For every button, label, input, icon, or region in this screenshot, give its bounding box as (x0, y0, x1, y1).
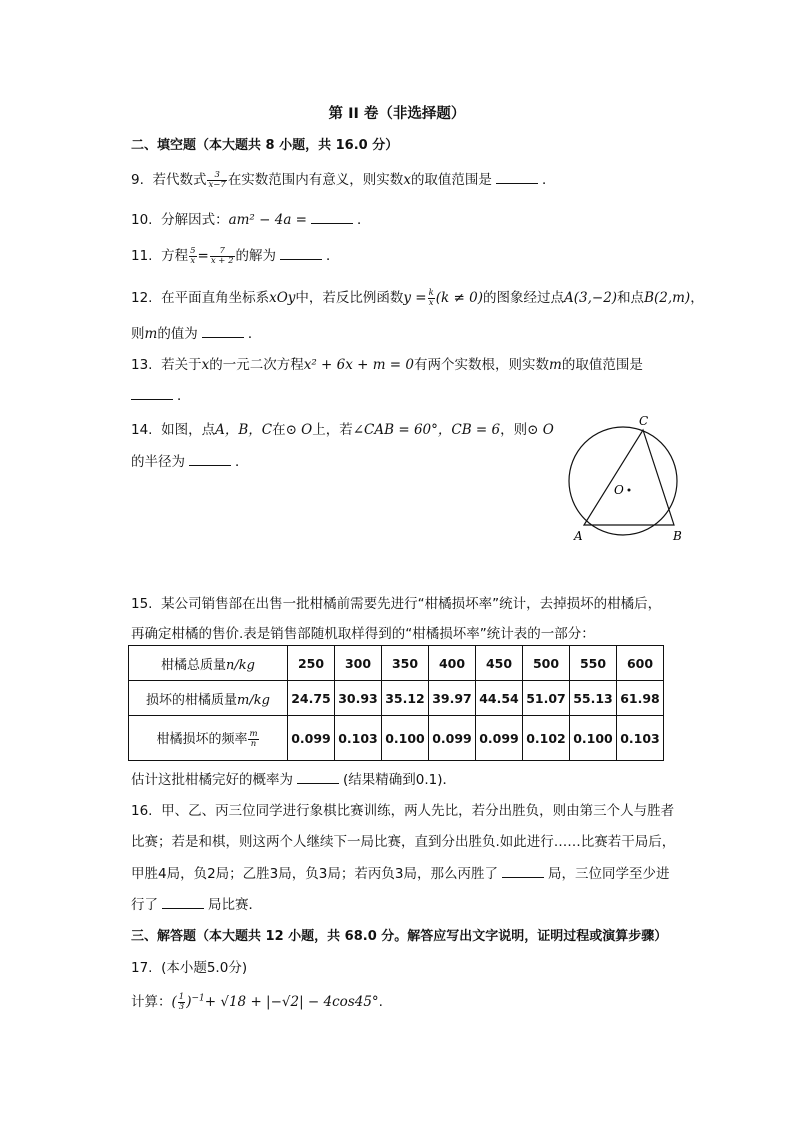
question-12-line2 (131, 322, 261, 342)
row-header (129, 646, 288, 681)
q16-line3-text2: 局，三位同学至少进 (547, 866, 670, 882)
q14-line2-text: 的半径为 (131, 454, 185, 470)
q16-line4-text: 行了 (131, 897, 158, 913)
circle-o (569, 427, 677, 535)
question-number: 17. (131, 960, 153, 976)
frac-den: x + 2 (210, 255, 234, 266)
q12-text3: 的图象经过点 (482, 290, 564, 306)
q12-line2-var: m (144, 326, 158, 342)
answer-blank[interactable] (280, 247, 322, 260)
q12-cond: (k ≠ 0) (435, 290, 483, 306)
frac-den: 3 (178, 1001, 185, 1012)
orange-damage-table (128, 645, 664, 761)
answer-blank[interactable] (189, 453, 231, 466)
table-cell: 0.102 (523, 716, 570, 761)
answer-blank[interactable] (496, 171, 538, 184)
question-number: 9. (131, 172, 144, 188)
q17-exponent: −1 (191, 993, 205, 1004)
fraction (248, 730, 258, 749)
q14-circle2: ⊙ O (527, 422, 554, 438)
frac-den: x (190, 255, 196, 266)
q13-end: ． (177, 388, 191, 404)
q9-end: ． (541, 172, 556, 188)
q12-point-b: B(2,m) (644, 290, 691, 306)
row-header-text: 损坏的柑橘质量 (146, 692, 238, 708)
table-cell: 0.100 (382, 716, 429, 761)
row-header (129, 681, 288, 716)
label-a: A (574, 529, 583, 543)
question-13-line2 (131, 384, 191, 404)
q12-point-a: A(3,−2) (563, 290, 618, 306)
frac-num: 7 (210, 247, 235, 257)
question-number: 14. (131, 422, 153, 438)
question-17-expr (131, 990, 383, 1012)
table-cell: 61.98 (617, 681, 664, 716)
frac-den: x−7 (208, 179, 226, 190)
table-cell: 30.93 (335, 681, 382, 716)
table-cell: 0.103 (617, 716, 664, 761)
question-17 (131, 956, 247, 976)
q10-expr: am² − 4a = (228, 212, 307, 228)
q17-end: . (378, 994, 383, 1010)
table-cell: 55.13 (570, 681, 617, 716)
question-11 (131, 244, 340, 266)
table-cell: 39.97 (429, 681, 476, 716)
q9-text3: 的取值范围是 (410, 172, 492, 188)
question-14 (131, 418, 554, 438)
answer-blank[interactable] (162, 896, 204, 909)
q9-var: x (403, 172, 411, 188)
q14-circle: ⊙ O (285, 422, 313, 438)
section2-header: 二、填空题（本大题共 8 小题，共 16.0 分） (131, 138, 399, 153)
page-title: 第 II 卷（非选择题） (328, 106, 466, 122)
table-row (129, 681, 664, 716)
table-row (129, 646, 664, 681)
table-cell: 0.099 (288, 716, 335, 761)
fraction (428, 289, 435, 308)
circle-triangle-figure (560, 412, 700, 547)
fraction (210, 247, 235, 266)
q9-text2: 在实数范围内有意义，则实数 (227, 172, 404, 188)
answer-blank[interactable] (297, 771, 339, 784)
question-number: 13. (131, 357, 153, 373)
answer-blank[interactable] (131, 387, 173, 400)
q11-text: 方程 (161, 248, 189, 264)
row-header-text: 柑橘损坏的频率 (156, 731, 248, 747)
table-cell: 44.54 (476, 681, 523, 716)
table-cell: 0.103 (335, 716, 382, 761)
question-16-line3 (131, 862, 669, 882)
q12-line2-end: ． (247, 326, 262, 342)
frac-den: n (250, 738, 257, 749)
question-15 (131, 592, 661, 612)
q13-var2: m (549, 357, 562, 373)
q13-text3: 有两个实数根，则实数 (414, 357, 550, 373)
q12-and: 和点 (617, 290, 645, 306)
question-number: 16. (131, 803, 153, 819)
q9-text: 若代数式 (152, 172, 207, 188)
table-cell: 24.75 (288, 681, 335, 716)
q11-eq: = (197, 248, 209, 264)
q12-end: ， (690, 290, 704, 306)
q13-text: 若关于 (161, 357, 202, 373)
q14-text: 如图，点 (161, 422, 216, 438)
row-header-unit: n/kg (226, 657, 255, 673)
q13-text2: 的一元二次方程 (209, 357, 304, 373)
row-header-unit: m/kg (237, 692, 270, 708)
q15-line1: 某公司销售部在出售一批柑橘前需要先进行“柑橘损坏率”统计，去掉损坏的柑橘后， (161, 596, 662, 612)
question-number: 10. (131, 212, 153, 228)
q17-paren-close: ) (186, 994, 192, 1010)
question-number: 15. (131, 596, 153, 612)
q14-text4: ，则 (500, 422, 528, 438)
q17-note: (本小题5.0分) (161, 960, 248, 976)
question-16-line4 (131, 893, 262, 913)
table-cell: 500 (523, 646, 570, 681)
q17-rest: + √18 + |−√2| − 4cos45° (204, 994, 379, 1010)
q16-line3-text: 甲胜4局，负2局；乙胜3局，负3局；若丙负3局，那么丙胜了 (131, 866, 498, 882)
answer-blank[interactable] (311, 211, 353, 224)
question-10 (131, 208, 370, 228)
table-cell: 300 (335, 646, 382, 681)
q16-line1: 甲、乙、丙三位同学进行象棋比赛训练，两人先比，若分出胜负，则由第三个人与胜者 (161, 803, 675, 819)
table-cell: 450 (476, 646, 523, 681)
q12-fn: y = (403, 290, 427, 306)
center-point (628, 489, 631, 492)
fraction (189, 247, 196, 266)
table-cell: 0.099 (429, 716, 476, 761)
frac-den: x (428, 297, 434, 308)
table-cell: 35.12 (382, 681, 429, 716)
frac-num: m (249, 728, 258, 739)
table-row (129, 716, 664, 761)
q17-paren-open: ( (171, 994, 177, 1010)
table-cell: 550 (570, 646, 617, 681)
table-cell: 600 (617, 646, 664, 681)
q12-text2: 中，若反比例函数 (295, 290, 404, 306)
label-b: B (673, 529, 682, 543)
q13-text4: 的取值范围是 (561, 357, 643, 373)
q14-text3: 上，若 (312, 422, 353, 438)
q11-end: ． (326, 248, 340, 264)
frac-num: 3 (207, 171, 226, 181)
question-number: 11. (131, 248, 153, 264)
table-cell: 0.100 (570, 716, 617, 761)
q10-text: 分解因式： (161, 212, 229, 228)
q15-after-text: 估计这批柑橘完好的概率为 (131, 772, 293, 788)
question-12 (131, 286, 704, 308)
q10-end: ． (356, 212, 371, 228)
q12-line2-text: 的值为 (157, 326, 198, 342)
q12-xoy: xOy (269, 290, 296, 306)
q12-text: 在平面直角坐标系 (161, 290, 270, 306)
question-16-line2: 比赛；若是和棋，则这两个人继续下一局比赛，直到分出胜负.如此进行……比赛若干局后， (131, 834, 676, 850)
row-header-text: 柑橘总质量 (161, 657, 227, 673)
label-o: O (614, 483, 624, 497)
q15-after-note: (结果精确到0.1)． (343, 772, 457, 788)
label-c: C (639, 414, 649, 428)
row-header (129, 716, 288, 761)
table-cell: 400 (429, 646, 476, 681)
section3-header: 三、解答题（本大题共 12 小题，共 68.0 分。解答应写出文字说明，证明过程或演算步骤） (131, 929, 668, 944)
question-number: 12. (131, 290, 153, 306)
fraction (178, 993, 185, 1012)
q13-var: x (201, 357, 210, 373)
q14-points: A，B，C (215, 422, 273, 438)
question-9 (131, 168, 555, 190)
q14-angle: ∠CAB = 60°，CB = 6 (352, 422, 501, 438)
q14-text2: 在 (272, 422, 286, 438)
question-16 (131, 799, 674, 819)
frac-num: k (428, 287, 434, 298)
triangle-abc (584, 430, 674, 525)
q17-text: 计算： (131, 994, 172, 1010)
q11-text2: 的解为 (235, 248, 277, 264)
table-cell: 350 (382, 646, 429, 681)
answer-blank[interactable] (202, 325, 244, 338)
table-cell: 250 (288, 646, 335, 681)
q12-line2-pre: 则 (131, 326, 145, 342)
q16-line4-text2: 局比赛． (208, 897, 262, 913)
q14-end: ． (235, 454, 249, 470)
answer-blank[interactable] (502, 865, 544, 878)
frac-num: 5 (190, 245, 196, 256)
fraction (207, 171, 226, 190)
frac-num: 1 (178, 991, 185, 1002)
question-15-line2: 再确定柑橘的售价.表是销售部随机取样得到的“柑橘损坏率”统计表的一部分： (131, 626, 595, 642)
question-13 (131, 353, 643, 373)
question-15-after (131, 768, 456, 788)
table-cell: 0.099 (476, 716, 523, 761)
q13-expr: x² + 6x + m = 0 (303, 357, 415, 373)
table-cell: 51.07 (523, 681, 570, 716)
question-14-line2 (131, 450, 249, 470)
